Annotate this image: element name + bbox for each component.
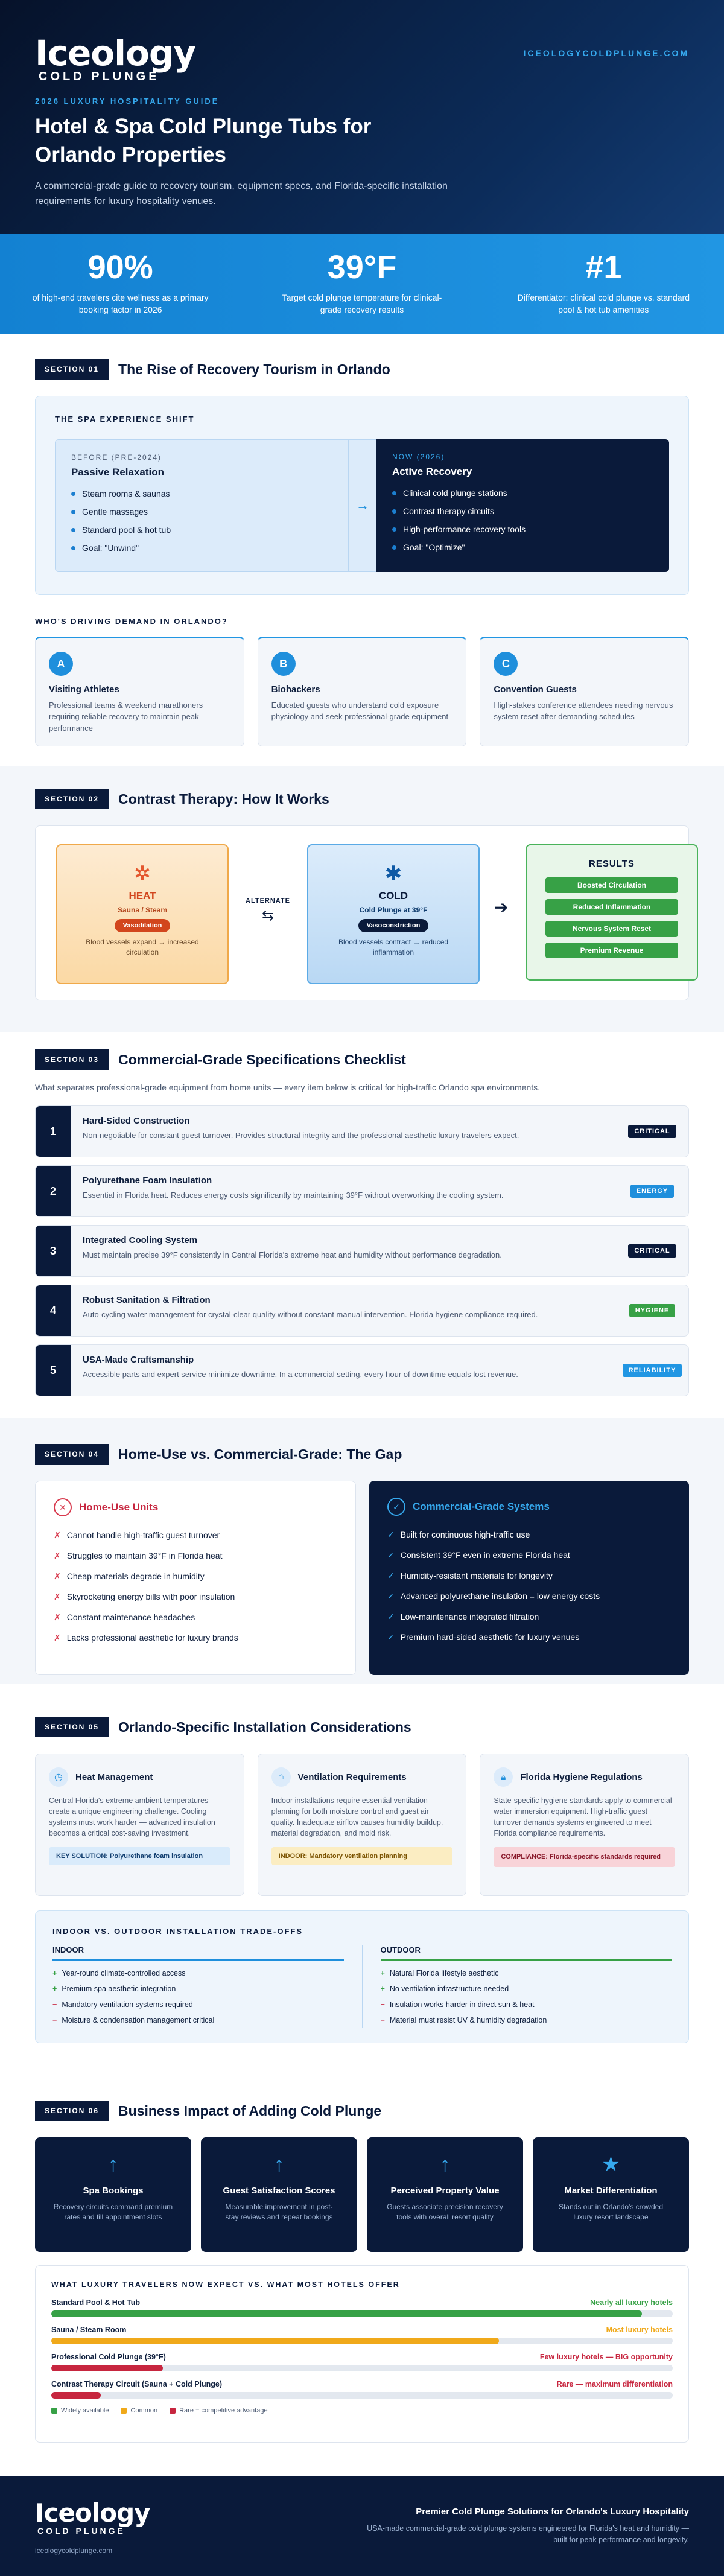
logo-sub: COLD PLUNGE xyxy=(37,2526,125,2536)
legend-label: Rare = competitive advantage xyxy=(179,2407,268,2414)
alternate-indicator xyxy=(235,897,301,924)
impact-title: Market Differentiation xyxy=(564,2186,658,2196)
demand-title: Biohackers xyxy=(271,684,320,695)
impact-title: Spa Bookings xyxy=(83,2186,144,2196)
spec-desc: Non-negotiable for constant guest turnover. Provides structural integrity and the professional aesthetic luxury travelers expect. xyxy=(83,1131,519,1140)
spec-list xyxy=(35,1105,689,1396)
bar-row xyxy=(51,2298,673,2317)
before-list xyxy=(71,485,332,557)
hero-eyebrow: 2026 LUXURY HOSPITALITY GUIDE xyxy=(35,97,220,106)
arrow-right-icon: → xyxy=(349,439,376,572)
tradeoff-item xyxy=(381,1965,672,1981)
snowflake-icon: ✱ xyxy=(384,862,402,885)
demand-desc: Professional teams & weekend marathoners requiring reliable recovery to maintain peak performance xyxy=(49,701,203,733)
list-item: Cheap materials degrade in humidity xyxy=(66,1571,205,1581)
list-item: Cannot handle high-traffic guest turnover xyxy=(66,1530,220,1540)
cold-pill: Vasoconstriction xyxy=(358,919,429,932)
list-item: Contrast therapy circuits xyxy=(392,502,653,520)
section-02 xyxy=(0,787,724,1000)
tradeoff-item xyxy=(52,1965,344,1981)
spec-title: Polyurethane Foam Insulation xyxy=(83,1175,212,1186)
check-icon: ✓ xyxy=(387,1591,395,1601)
impact-card xyxy=(533,2137,689,2252)
list-item: Goal: "Unwind" xyxy=(71,539,332,557)
hero-subtitle: A commercial-grade guide to recovery tourism, equipment specs, and Florida-specific installation requirements for luxury hospitality venues. xyxy=(35,181,448,206)
tradeoff-text: No ventilation infrastructure needed xyxy=(389,1985,509,1993)
section-badge: SECTION 03 xyxy=(35,1049,109,1070)
minus-sign: − xyxy=(52,2016,57,2024)
before-panel xyxy=(55,439,349,572)
minus-sign: − xyxy=(380,2016,385,2024)
consideration-desc: Central Florida's extreme ambient temperatures create a unique engineering challenge. Cooling systems must work harder — advanced insulation becomes a critical cost-saving investment. xyxy=(49,1796,215,1837)
stat-item xyxy=(241,234,483,334)
swap-arrows-icon: ⇆ xyxy=(261,908,275,924)
tradeoff-item xyxy=(52,1981,344,1997)
footer-text xyxy=(351,2507,689,2546)
heat-sub: Sauna / Steam xyxy=(117,906,168,914)
consideration-desc: Indoor installations require essential ventilation planning for both moisture control and guest air quality. Inadequate airflow causes humidity buildup, material degradation, and mold risk. xyxy=(271,1796,443,1837)
home-use-panel xyxy=(35,1481,356,1675)
outdoor-title: OUTDOOR xyxy=(381,1945,672,1961)
bar-label: Standard Pool & Hot Tub xyxy=(51,2298,140,2307)
check-icon: ✓ xyxy=(387,1530,395,1539)
arrow-up-icon: ↑ xyxy=(440,2153,450,2176)
contrast-diagram xyxy=(35,825,689,1000)
list-item: Premium hard-sided aesthetic for luxury venues xyxy=(400,1632,580,1642)
list-item: Built for continuous high-traffic use xyxy=(400,1530,530,1539)
results-title: RESULTS xyxy=(589,859,635,869)
spec-tag: CRITICAL xyxy=(628,1244,676,1258)
tradeoff-item xyxy=(381,2012,672,2028)
indoor-column xyxy=(52,1945,344,2028)
spec-tag: ENERGY xyxy=(630,1185,674,1198)
bar-status: Nearly all luxury hotels xyxy=(590,2298,673,2307)
x-icon: ✗ xyxy=(54,1571,61,1581)
expectation-bars xyxy=(51,2298,673,2399)
now-panel xyxy=(376,439,669,572)
consideration-title: Ventilation Requirements xyxy=(297,1772,407,1783)
demand-title: Convention Guests xyxy=(494,684,577,695)
list-item: Low-maintenance integrated filtration xyxy=(400,1612,539,1621)
cold-title: COLD xyxy=(378,890,408,902)
impact-desc: Stands out in Orlando's crowded luxury resort landscape xyxy=(558,2202,664,2221)
commercial-panel xyxy=(369,1481,689,1675)
section-badge: SECTION 02 xyxy=(35,789,109,809)
spec-item xyxy=(35,1165,689,1217)
logo-sub: COLD PLUNGE xyxy=(39,70,160,83)
spec-title: Hard-Sided Construction xyxy=(83,1116,190,1126)
list-item: Humidity-resistant materials for longevity xyxy=(400,1571,553,1580)
spa-shift-title: THE SPA EXPERIENCE SHIFT xyxy=(55,415,195,424)
result-item: Nervous System Reset xyxy=(545,921,678,937)
x-icon: ✗ xyxy=(54,1633,61,1643)
impact-desc: Measurable improvement in post-stay reviews and repeat bookings xyxy=(225,2202,333,2221)
consideration-title: Heat Management xyxy=(75,1772,153,1783)
stats-bar xyxy=(0,234,724,334)
consideration-desc: State-specific hygiene standards apply to commercial water immersion equipment. High-traffic guest turnover demands systems engineered to meet Florida compliance requirements. xyxy=(494,1796,672,1837)
list-item: Clinical cold plunge stations xyxy=(392,484,653,502)
arrow-right-icon: ➔ xyxy=(494,898,509,917)
lock-icon: 🔒︎ xyxy=(494,1767,513,1787)
section-title: The Rise of Recovery Tourism in Orlando xyxy=(118,361,390,377)
list-item: Goal: "Optimize" xyxy=(392,538,653,556)
heat-title: HEAT xyxy=(129,890,156,902)
section-title: Home-Use vs. Commercial-Grade: The Gap xyxy=(118,1446,402,1462)
impact-card xyxy=(35,2137,191,2252)
section-04 xyxy=(0,1442,724,1675)
footer-site-link[interactable]: iceologycoldplunge.com xyxy=(35,2546,113,2555)
stat-item xyxy=(0,234,241,334)
spec-tag: CRITICAL xyxy=(628,1125,676,1138)
x-icon: ✗ xyxy=(54,1530,61,1540)
star-icon: ★ xyxy=(602,2153,620,2176)
legend xyxy=(51,2407,673,2414)
legend-item xyxy=(51,2407,109,2414)
consideration-card xyxy=(258,1754,467,1896)
letter-badge: B xyxy=(272,652,296,676)
tradeoff-columns xyxy=(52,1945,672,2028)
commercial-list xyxy=(387,1524,671,1647)
impact-desc: Recovery circuits command premium rates and fill appointment slots xyxy=(53,2202,173,2221)
list-item: Advanced polyurethane insulation = low energy costs xyxy=(400,1591,600,1601)
spec-number: 3 xyxy=(36,1226,71,1276)
minus-sign: − xyxy=(52,2000,57,2009)
footer-title: Premier Cold Plunge Solutions for Orlando's Luxury Hospitality xyxy=(416,2507,689,2517)
spec-item xyxy=(35,1285,689,1337)
shift-compare xyxy=(55,439,669,572)
demand-cards xyxy=(35,637,689,746)
heat-desc: Blood vessels expand → increased circulation xyxy=(86,938,199,956)
site-link-top[interactable]: ICEOLOGYCOLDPLUNGE.COM xyxy=(523,48,689,58)
outdoor-column xyxy=(381,1945,672,2028)
tradeoff-text: Mandatory ventilation systems required xyxy=(62,2000,193,2009)
legend-item xyxy=(170,2407,267,2414)
list-item: Struggles to maintain 39°F in Florida heat xyxy=(66,1551,223,1560)
divider xyxy=(362,1945,363,2028)
arrow-up-icon: ↑ xyxy=(274,2153,284,2176)
tradeoff-text: Natural Florida lifestyle aesthetic xyxy=(389,1969,499,1977)
minus-sign: − xyxy=(380,2000,385,2009)
section-title: Commercial-Grade Specifications Checklist xyxy=(118,1051,406,1067)
section-title: Contrast Therapy: How It Works xyxy=(118,790,329,807)
spec-tag: RELIABILITY xyxy=(623,1364,682,1377)
list-item: Skyrocketing energy bills with poor insulation xyxy=(66,1592,235,1601)
list-item: Lacks professional aesthetic for luxury brands xyxy=(66,1633,238,1643)
legend-item xyxy=(121,2407,157,2414)
x-icon: ✗ xyxy=(54,1612,61,1622)
x-icon: ✗ xyxy=(54,1592,61,1601)
home-use-list xyxy=(54,1525,337,1648)
legend-label: Common xyxy=(130,2407,158,2414)
before-title: Passive Relaxation xyxy=(71,466,165,478)
bar-status: Rare — maximum differentiation xyxy=(556,2380,673,2388)
list-item: High-performance recovery tools xyxy=(392,520,653,538)
list-item: Steam rooms & saunas xyxy=(71,485,332,503)
close-circle-icon: ✕ xyxy=(54,1498,72,1516)
tradeoff-card xyxy=(35,1910,689,2043)
plus-sign: + xyxy=(380,1969,385,1977)
impact-title: Perceived Property Value xyxy=(390,2186,500,2196)
check-icon: ✓ xyxy=(387,1571,395,1580)
section-03 xyxy=(0,1048,724,1404)
results-card xyxy=(526,844,698,981)
demand-card xyxy=(480,637,689,746)
spec-number: 2 xyxy=(36,1166,71,1216)
spec-item xyxy=(35,1105,689,1157)
bar-status: Most luxury hotels xyxy=(606,2326,673,2334)
check-icon: ✓ xyxy=(387,1632,395,1642)
hero xyxy=(0,0,724,234)
bar-fill xyxy=(51,2338,499,2344)
bar-fill xyxy=(51,2310,642,2317)
section-badge: SECTION 05 xyxy=(35,1717,109,1737)
letter-badge: A xyxy=(49,652,73,676)
bar-label: Sauna / Steam Room xyxy=(51,2326,127,2334)
checklist-intro: What separates professional-grade equipment from home units — every item below is critical for high-traffic Orlando spa environments. xyxy=(35,1083,541,1092)
cold-desc: Blood vessels contract → reduced inflammation xyxy=(338,938,449,956)
home-icon: ⌂ xyxy=(272,1767,291,1787)
tradeoff-item xyxy=(381,1981,672,1997)
bar-status: Few luxury hotels — BIG opportunity xyxy=(539,2353,673,2361)
section-05 xyxy=(0,1715,724,2043)
clock-icon: ◷ xyxy=(49,1767,68,1787)
letter-badge: C xyxy=(494,652,518,676)
impact-title: Guest Satisfaction Scores xyxy=(223,2186,335,2196)
spa-shift-card xyxy=(35,396,689,595)
tradeoff-item xyxy=(52,1997,344,2012)
spec-tag: HYGIENE xyxy=(629,1304,676,1317)
demand-desc: High-stakes conference attendees needing nervous system reset after demanding schedules xyxy=(494,701,673,721)
list-item: Constant maintenance headaches xyxy=(66,1612,195,1622)
plus-sign: + xyxy=(380,1985,385,1993)
impact-card xyxy=(367,2137,523,2252)
section-badge: SECTION 06 xyxy=(35,2101,109,2121)
spec-number: 4 xyxy=(36,1285,71,1336)
spec-number: 5 xyxy=(36,1345,71,1396)
heat-card xyxy=(56,844,229,984)
stat-desc: of high-end travelers cite wellness as a primary booking factor in 2026 xyxy=(32,293,209,314)
consideration-note: COMPLIANCE: Florida-specific standards required xyxy=(494,1847,675,1867)
check-circle-icon: ✓ xyxy=(387,1498,405,1516)
bar-fill xyxy=(51,2392,101,2399)
tradeoff-title: INDOOR VS. OUTDOOR INSTALLATION TRADE-OFFS xyxy=(52,1927,303,1936)
impact-card xyxy=(201,2137,357,2252)
alternate-label: ALTERNATE xyxy=(246,897,290,905)
indoor-title: INDOOR xyxy=(52,1945,344,1961)
footer-logo[interactable] xyxy=(35,2498,150,2536)
legend-label: Widely available xyxy=(61,2407,109,2414)
x-icon: ✗ xyxy=(54,1551,61,1560)
tradeoff-item xyxy=(381,1997,672,2012)
now-label: NOW (2026) xyxy=(392,453,445,461)
impact-desc: Guests associate precision recovery tools with overall resort quality xyxy=(387,2202,503,2221)
spec-title: USA-Made Craftsmanship xyxy=(83,1355,194,1365)
spec-desc: Auto-cycling water management for crystal-clear quality without constant manual intervention. Florida hygiene compliance required. xyxy=(83,1310,538,1319)
bar-row xyxy=(51,2353,673,2371)
section-06 xyxy=(0,2099,724,2443)
spec-desc: Accessible parts and expert service minimize downtime. In a commercial setting, every hour of downtime equals lost revenue. xyxy=(83,1370,518,1379)
now-title: Active Recovery xyxy=(392,466,472,477)
tradeoff-text: Insulation works harder in direct sun & heat xyxy=(389,2000,535,2009)
consideration-cards xyxy=(35,1754,689,1896)
consideration-card xyxy=(480,1754,689,1896)
spec-item xyxy=(35,1225,689,1277)
brand-logo[interactable] xyxy=(35,33,196,83)
check-icon: ✓ xyxy=(387,1612,395,1621)
commercial-title: Commercial-Grade Systems xyxy=(413,1501,550,1512)
list-item: Standard pool & hot tub xyxy=(71,521,332,539)
logo-main: Iceology xyxy=(35,2498,150,2528)
section-badge: SECTION 01 xyxy=(35,359,109,380)
demand-title: Visiting Athletes xyxy=(49,684,119,695)
before-label: BEFORE (PRE-2024) xyxy=(71,453,162,462)
stat-item xyxy=(483,234,724,334)
stat-value: 39°F xyxy=(327,249,397,285)
heat-pill: Vasodilation xyxy=(115,919,171,932)
bar-fill xyxy=(51,2365,163,2371)
footer-sub: USA-made commercial-grade cold plunge systems engineered for Florida's heat and humidity — built for peak performance and longevity. xyxy=(367,2524,689,2544)
result-item: Boosted Circulation xyxy=(545,877,678,893)
check-icon: ✓ xyxy=(387,1550,395,1560)
legend-swatch xyxy=(170,2408,176,2414)
consideration-note: INDOOR: Mandatory ventilation planning xyxy=(272,1847,453,1865)
tradeoff-item xyxy=(52,2012,344,2028)
demand-title: WHO'S DRIVING DEMAND IN ORLANDO? xyxy=(35,617,228,626)
now-list xyxy=(392,484,653,556)
bar-label: Professional Cold Plunge (39°F) xyxy=(51,2353,166,2361)
section-01 xyxy=(0,357,724,746)
stat-value: #1 xyxy=(585,249,622,285)
cold-sub: Cold Plunge at 39°F xyxy=(359,906,428,914)
consideration-title: Florida Hygiene Regulations xyxy=(520,1772,643,1783)
spec-desc: Essential in Florida heat. Reduces energy costs significantly by maintaining 39°F without overworking the cooling system. xyxy=(83,1191,504,1200)
hero-title: Hotel & Spa Cold Plunge Tubs for Orlando Properties xyxy=(35,115,372,167)
logo-main: Iceology xyxy=(35,33,196,74)
sun-icon: ✲ xyxy=(133,862,151,885)
spec-title: Robust Sanitation & Filtration xyxy=(83,1295,211,1305)
consideration-card xyxy=(35,1754,244,1896)
spec-item xyxy=(35,1344,689,1396)
spec-number: 1 xyxy=(36,1106,71,1157)
stat-value: 90% xyxy=(87,249,153,285)
tradeoff-text: Moisture & condensation management critical xyxy=(62,2016,215,2024)
plus-sign: + xyxy=(52,1969,57,1977)
home-use-title: Home-Use Units xyxy=(79,1501,159,1513)
impact-cards xyxy=(35,2137,689,2252)
gap-compare xyxy=(35,1481,689,1675)
demand-card xyxy=(258,637,467,746)
spec-desc: Must maintain precise 39°F consistently in Central Florida's extreme heat and humidity without performance degradation. xyxy=(83,1250,502,1259)
stat-desc: Differentiator: clinical cold plunge vs. standard pool & hot tub amenities xyxy=(517,293,690,314)
arrow-up-icon: ↑ xyxy=(108,2153,118,2176)
bar-label: Contrast Therapy Circuit (Sauna + Cold Plunge) xyxy=(51,2380,223,2388)
section-title: Business Impact of Adding Cold Plunge xyxy=(118,2102,382,2119)
demand-desc: Educated guests who understand cold exposure physiology and seek professional-grade equipment xyxy=(271,701,449,721)
result-item: Premium Revenue xyxy=(545,943,678,958)
demand-card xyxy=(35,637,244,746)
expectation-card xyxy=(35,2265,689,2443)
consideration-note: KEY SOLUTION: Polyurethane foam insulation xyxy=(49,1847,230,1865)
list-item: Gentle massages xyxy=(71,503,332,521)
plus-sign: + xyxy=(52,1985,57,1993)
footer xyxy=(0,2476,724,2576)
expectation-title: WHAT LUXURY TRAVELERS NOW EXPECT VS. WHAT MOST HOTELS OFFER xyxy=(51,2280,400,2289)
tradeoff-text: Year-round climate-controlled access xyxy=(62,1969,186,1977)
bar-row xyxy=(51,2380,673,2399)
tradeoff-text: Premium spa aesthetic integration xyxy=(62,1985,176,1993)
list-item: Consistent 39°F even in extreme Florida heat xyxy=(400,1550,570,1560)
section-badge: SECTION 04 xyxy=(35,1444,109,1465)
cold-card xyxy=(307,844,480,984)
section-title: Orlando-Specific Installation Considerations xyxy=(118,1719,411,1735)
legend-swatch xyxy=(51,2408,57,2414)
legend-swatch xyxy=(121,2408,127,2414)
result-item: Reduced Inflammation xyxy=(545,899,678,915)
tradeoff-text: Material must resist UV & humidity degradation xyxy=(389,2016,547,2024)
spec-title: Integrated Cooling System xyxy=(83,1235,198,1245)
bar-row xyxy=(51,2326,673,2344)
stat-desc: Target cold plunge temperature for clinical-grade recovery results xyxy=(282,293,442,314)
